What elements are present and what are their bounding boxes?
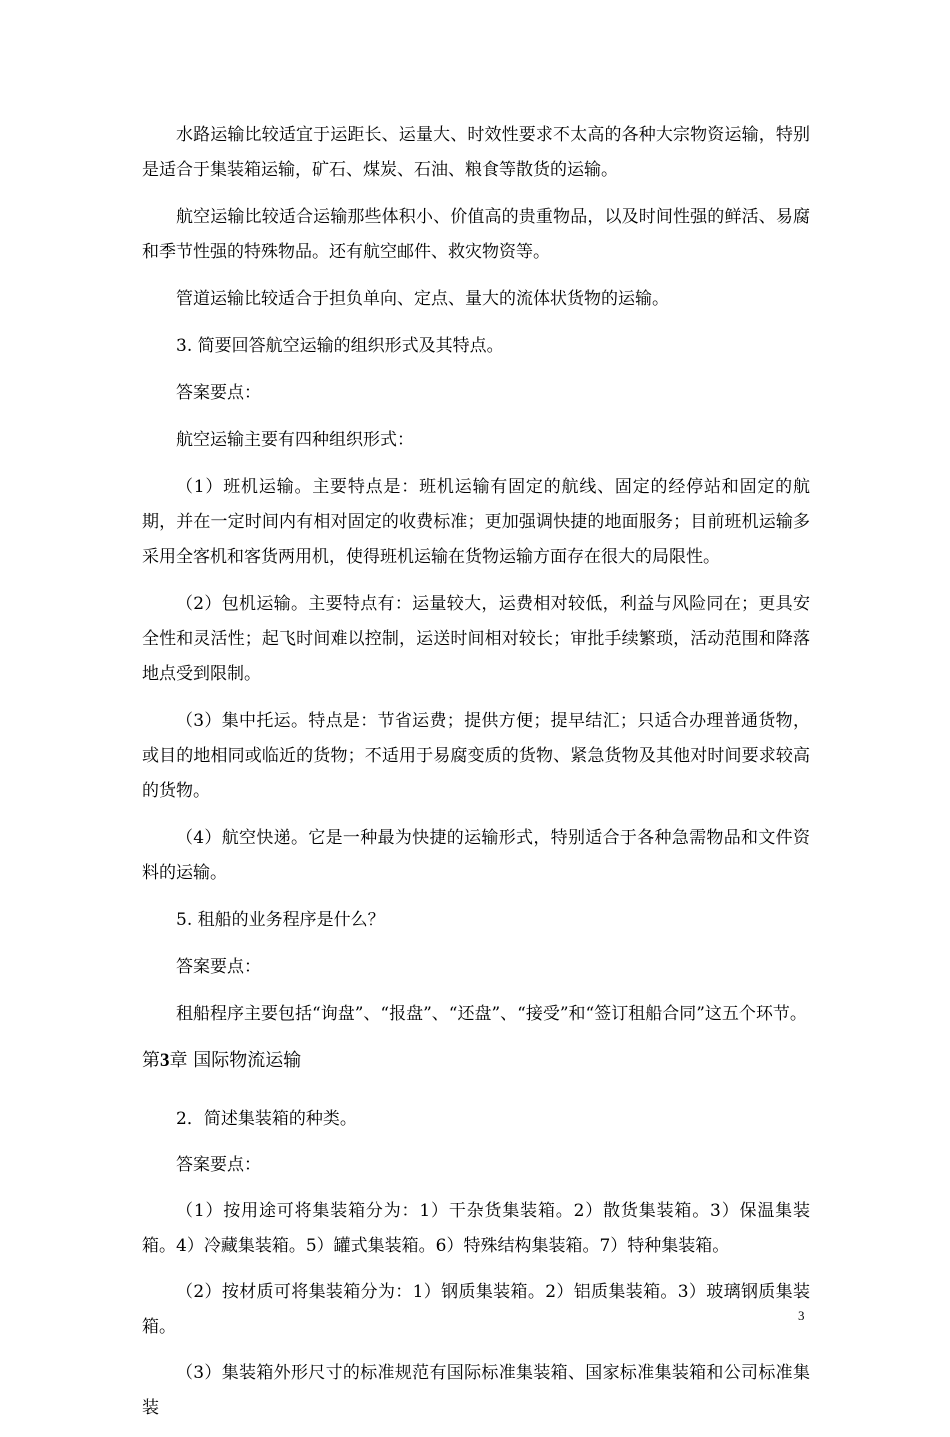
answer-label: 答案要点： — [176, 957, 261, 977]
list-item: （4）航空快递。它是一种最为快捷的运输形式，特别适合于各种急需物品和文件资料的运输。 — [142, 828, 810, 883]
list-item: （3）集装箱外形尺寸的标准规范有国际标准集装箱、国家标准集装箱和公司标准集装 — [142, 1363, 810, 1418]
list-item: （1）班机运输。主要特点是：班机运输有固定的航线、固定的经停站和固定的航期，并在一定时间内有相对固定的收费标准；更加强调快捷的地面服务；目前班机运输多采用全客机和客货两用机，使得班机运输在货物运输方面存在很大的局限性。 — [142, 477, 810, 567]
list-item: （2）包机运输。主要特点有：运量较大，运费相对较低，利益与风险同在；更具安全性和灵活性；起飞时间难以控制，运送时间相对较长；审批手续繁琐，活动范围和降落地点受到限制。 — [142, 594, 810, 684]
answer-label: 答案要点： — [176, 1155, 261, 1175]
paragraph: 航空运输比较适合运输那些体积小、价值高的贵重物品，以及时间性强的鲜活、易腐和季节性强的特殊物品。还有航空邮件、救灾物资等。 — [142, 207, 810, 262]
question-heading: 5. 租船的业务程序是什么？ — [176, 910, 385, 930]
list-item: （3）集中托运。特点是：节省运费；提供方便；提早结汇；只适合办理普通货物，或目的地相同或临近的货物；不适用于易腐变质的货物、紧急货物及其他对时间要求较高的货物。 — [142, 711, 810, 801]
chapter-number: 3 — [160, 1050, 170, 1071]
paragraph: 航空运输主要有四种组织形式： — [176, 430, 414, 450]
paragraph: 租船程序主要包括“询盘”、“报盘”、“还盘”、“接受”和“签订租船合同”这五个环节。 — [176, 1004, 807, 1024]
chapter-prefix: 第 — [142, 1050, 160, 1071]
chapter-title: 章 国际物流运输 — [169, 1050, 302, 1071]
answer-label: 答案要点： — [176, 383, 261, 403]
paragraph: 水路运输比较适宜于运距长、运量大、时效性要求不太高的各种大宗物资运输，特别是适合于集装箱运输，矿石、煤炭、石油、粮食等散货的运输。 — [142, 125, 810, 180]
question-heading: 2．简述集装箱的种类。 — [176, 1109, 357, 1129]
question-heading: 3. 简要回答航空运输的组织形式及其特点。 — [176, 336, 504, 356]
page-content — [142, 118, 810, 1437]
page-number: 3 — [798, 1308, 805, 1323]
paragraph: 管道运输比较适合于担负单向、定点、量大的流体状货物的运输。 — [176, 289, 669, 309]
chapter-heading — [142, 1044, 810, 1078]
list-item: （1）按用途可将集装箱分为：1）干杂货集装箱。2）散货集装箱。3）保温集装箱。4）冷藏集装箱。5）罐式集装箱。6）特殊结构集装箱。7）特种集装箱。 — [142, 1201, 810, 1256]
list-item: （2）按材质可将集装箱分为：1）钢质集装箱。2）铝质集装箱。3）玻璃钢质集装箱。 — [142, 1282, 810, 1337]
